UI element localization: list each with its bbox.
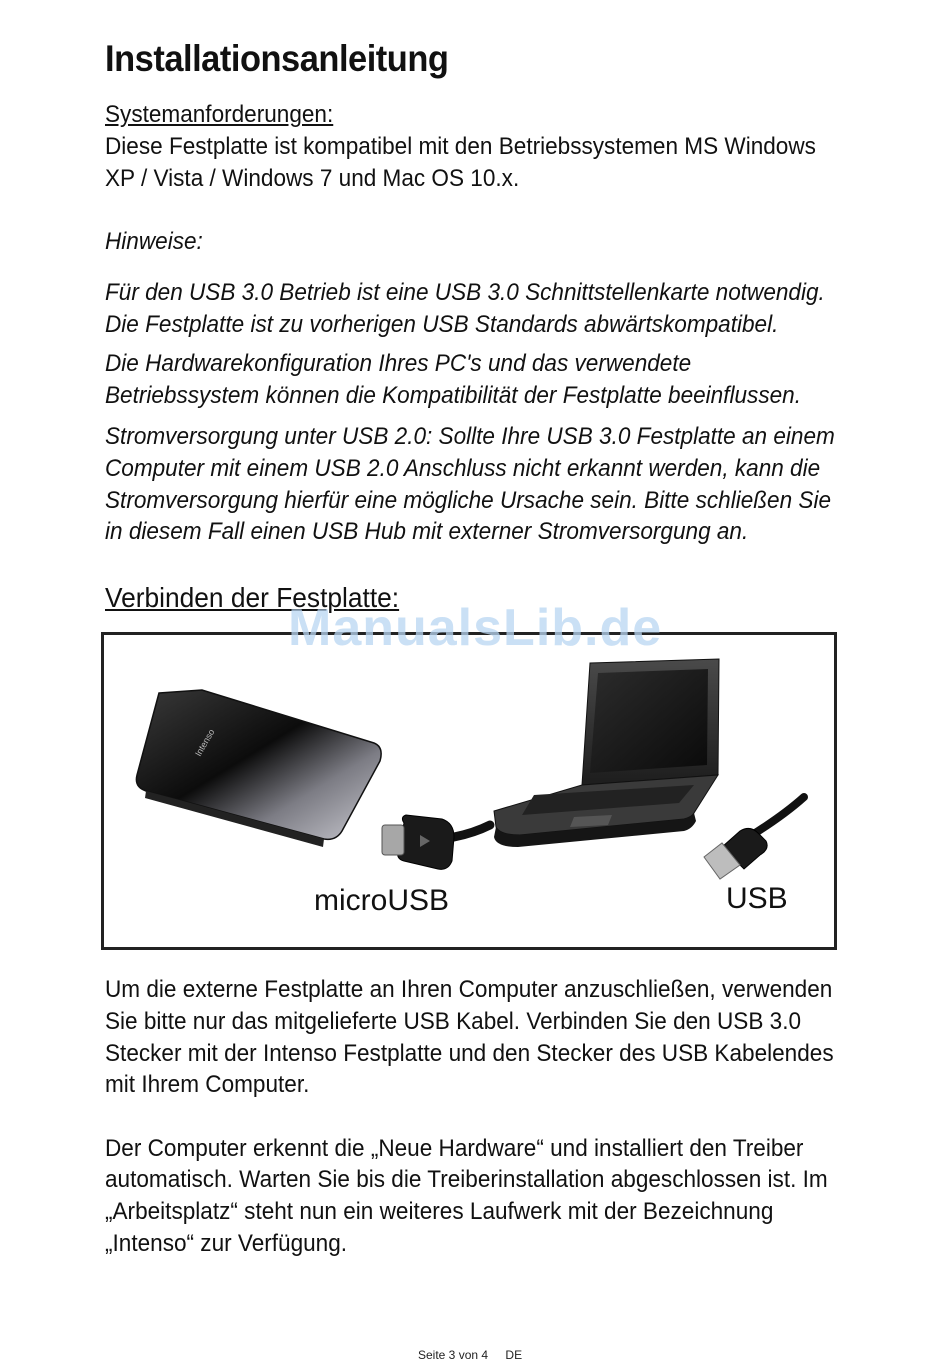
connection-illustration: [104, 635, 834, 947]
note-3-line-1: Stromversorgung unter USB 2.0: Sollte Ihre USB 3.0 Festplatte an einem: [105, 423, 835, 450]
connect-para-2-line-2: automatisch. Warten Sie bis die Treiberinstallation abgeschlossen ist. Im: [105, 1166, 828, 1193]
note-3-line-3: Stromversorgung hierfür eine mögliche Ursache sein. Bitte schließen Sie: [105, 487, 832, 514]
note-2-line-2: Betriebssystem können die Kompatibilität der Festplatte beeinflussen.: [105, 382, 801, 409]
system-line-1: Diese Festplatte ist kompatibel mit den Betriebssystemen MS Windows: [105, 133, 816, 160]
connect-para-1-line-4: mit Ihrem Computer.: [105, 1071, 310, 1098]
laptop-image: [494, 659, 719, 847]
note-3-line-2: Computer mit einem USB 2.0 Anschluss nicht erkannt werden, kann die: [105, 455, 821, 482]
microusb-label: microUSB: [314, 884, 450, 917]
connect-para-2-line-4: „Intenso“ zur Verfügung.: [105, 1230, 348, 1257]
note-3-line-4: in diesem Fall einen USB Hub mit externer Stromversorgung an.: [105, 518, 749, 545]
system-requirements-heading: Systemanforderungen:: [105, 101, 334, 128]
language-code: DE: [505, 1348, 523, 1362]
note-1-line-1: Für den USB 3.0 Betrieb ist eine USB 3.0 Schnittstellenkarte notwendig.: [105, 279, 825, 306]
connection-figure: [101, 632, 837, 950]
page-number: Seite 3 von 4: [418, 1348, 489, 1362]
notes-heading: Hinweise:: [105, 228, 203, 255]
connect-para-2-line-1: Der Computer erkennt die „Neue Hardware“ und installiert den Treiber: [105, 1135, 804, 1162]
hdd-brand-label: Intenso: [193, 727, 217, 758]
microusb-cable-image: [382, 815, 490, 869]
note-1-line-2: Die Festplatte ist zu vorherigen USB Standards abwärtskompatibel.: [105, 311, 779, 338]
usb-cable-image: [704, 797, 804, 879]
system-line-2: XP / Vista / Windows 7 und Mac OS 10.x.: [105, 165, 520, 192]
connect-heading: Verbinden der Festplatte:: [105, 582, 400, 613]
connect-para-1-line-3: Stecker mit der Intenso Festplatte und den Stecker des USB Kabelendes: [105, 1040, 834, 1067]
watermark: ManualsLib.de: [288, 599, 663, 657]
page-title: Installationsanleitung: [105, 38, 449, 79]
hard-drive-image: [136, 690, 381, 847]
connect-para-1-line-2: Sie bitte nur das mitgelieferte USB Kabel. Verbinden Sie den USB 3.0: [105, 1008, 802, 1035]
connect-para-1-line-1: Um die externe Festplatte an Ihren Computer anzuschließen, verwenden: [105, 976, 833, 1003]
note-2-line-1: Die Hardwarekonfiguration Ihres PC's und das verwendete: [105, 350, 692, 377]
usb-label: USB: [726, 882, 788, 915]
page-footer: [418, 1348, 536, 1362]
connect-para-2-line-3: „Arbeitsplatz“ steht nun ein weiteres Laufwerk mit der Bezeichnung: [105, 1198, 774, 1225]
